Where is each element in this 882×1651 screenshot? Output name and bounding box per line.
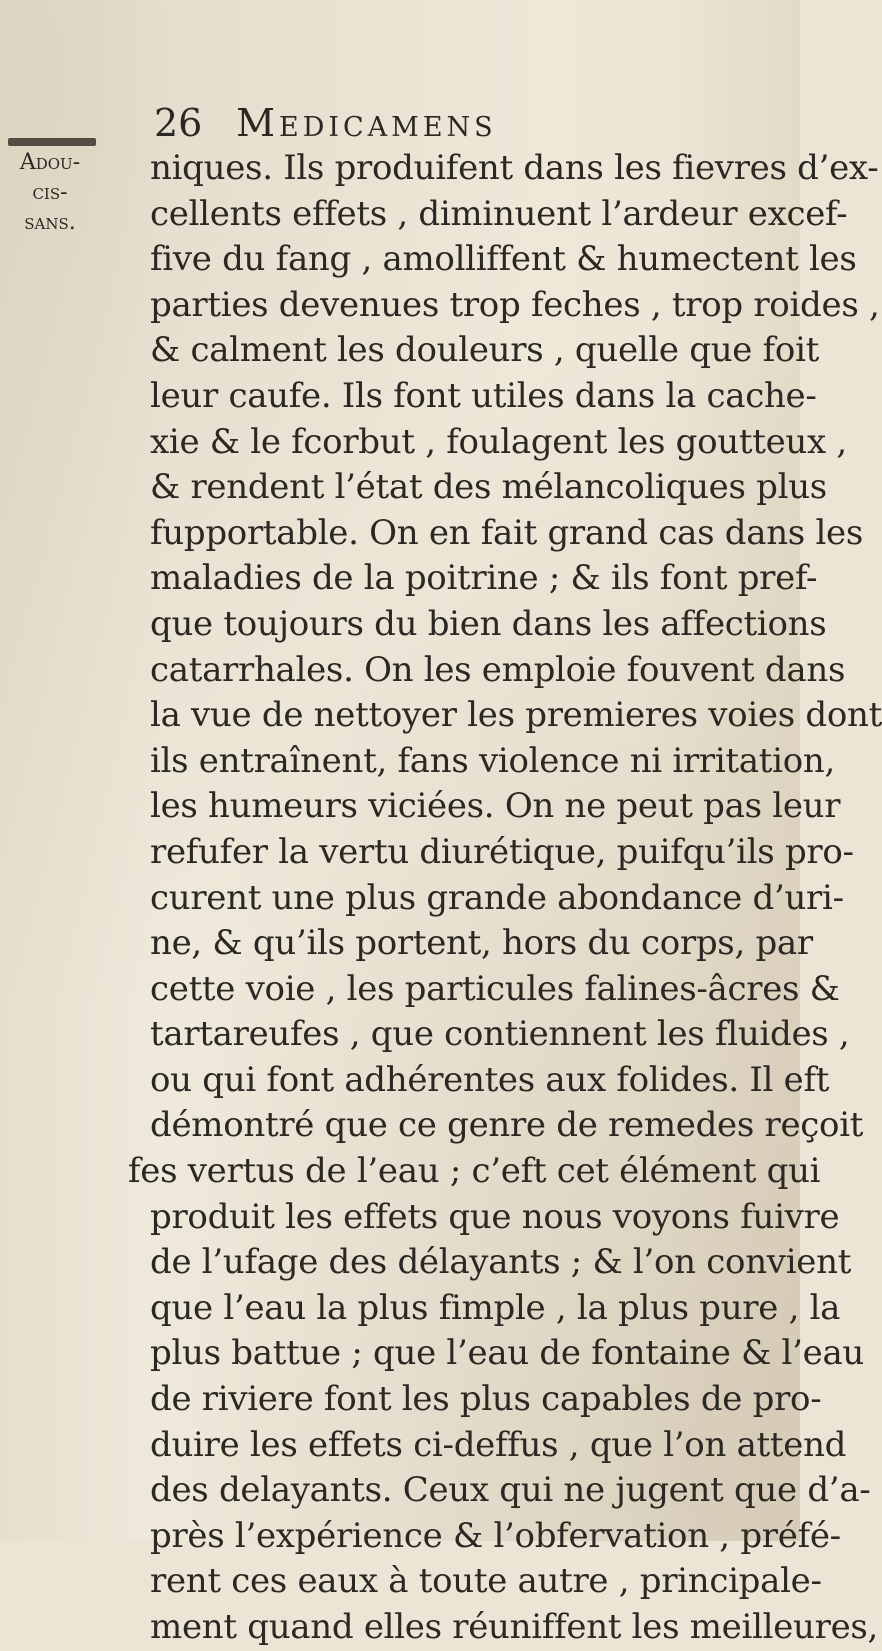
text-line: refufer la vertu diurétique, puifqu’ils pro- xyxy=(150,831,854,872)
text-line: près l’expérience & l’obfervation , préfé- xyxy=(150,1515,841,1556)
margin-note-line: Adou- xyxy=(19,150,81,175)
text-line: five du fang , amolliffent & humectent les xyxy=(150,239,857,280)
text-line: xie & le fcorbut , foulagent les goutteux , xyxy=(150,421,847,462)
text-line: curent une plus grande abondance d’uri- xyxy=(150,877,844,918)
text-line: démontré que ce genre de remedes reçoit xyxy=(150,1105,864,1146)
text-line: fupportable. On en fait grand cas dans les xyxy=(150,512,864,553)
text-line: cette voie , les particules falines-âcres & xyxy=(150,968,840,1009)
text-line: ou qui font adhérentes aux folides. Il eft xyxy=(150,1059,830,1100)
text-line: des delayants. Ceux qui ne jugent que d’a- xyxy=(150,1470,871,1511)
margin-rule-mark xyxy=(8,138,96,146)
text-line: duire les effets ci-deffus , que l’on attend xyxy=(150,1424,847,1465)
text-line: de l’ufage des délayants ; & l’on convient xyxy=(150,1242,852,1283)
margin-note xyxy=(10,148,90,238)
text-line: plus battue ; que l’eau de fontaine & l’eau xyxy=(150,1333,865,1374)
text-line: & calment les douleurs , quelle que foit xyxy=(150,330,820,371)
text-line: tartareufes , que contiennent les fluides , xyxy=(150,1014,850,1055)
text-line: produit les effets que nous voyons fuivre xyxy=(150,1196,840,1237)
text-line: maladies de la poitrine ; & ils font pref- xyxy=(150,558,818,599)
text-line: que l’eau la plus fimple , la plus pure , la xyxy=(150,1287,841,1328)
text-line: que toujours du bien dans les affections xyxy=(150,603,827,644)
text-line: parties devenues trop feches , trop roides , xyxy=(150,284,880,325)
margin-note-line: sans. xyxy=(24,210,76,235)
page-number: 26 xyxy=(154,101,203,145)
text-line: la vue de nettoyer les premieres voies dont xyxy=(150,695,882,736)
page-header xyxy=(154,98,674,148)
text-line: catarrhales. On les emploie fouvent dans xyxy=(150,649,846,690)
text-line: de riviere font les plus capables de pro- xyxy=(150,1379,822,1420)
text-line: cellents effets , diminuent l’ardeur excef- xyxy=(150,193,848,234)
text-line: rent ces eaux à toute autre , principale- xyxy=(150,1561,822,1602)
margin-note-line: cis- xyxy=(32,180,68,205)
text-line: ils entraînent, fans violence ni irritation, xyxy=(150,740,835,781)
body-text xyxy=(128,146,882,1651)
text-line: ment quand elles réuniffent les meilleures, xyxy=(150,1607,879,1647)
text-line: les humeurs viciées. On ne peut pas leur xyxy=(150,786,841,827)
text-line: ne, & qu’ils portent, hors du corps, par xyxy=(150,923,813,964)
running-title: Medicamens xyxy=(236,101,497,145)
text-line: niques. Ils produifent dans les fievres d’ex- xyxy=(150,148,879,188)
text-line: & rendent l’état des mélancoliques plus xyxy=(150,467,827,508)
text-line: leur caufe. Ils font utiles dans la cache- xyxy=(150,375,817,416)
text-line: fes vertus de l’eau ; c’eft cet élément qui xyxy=(128,1151,821,1192)
